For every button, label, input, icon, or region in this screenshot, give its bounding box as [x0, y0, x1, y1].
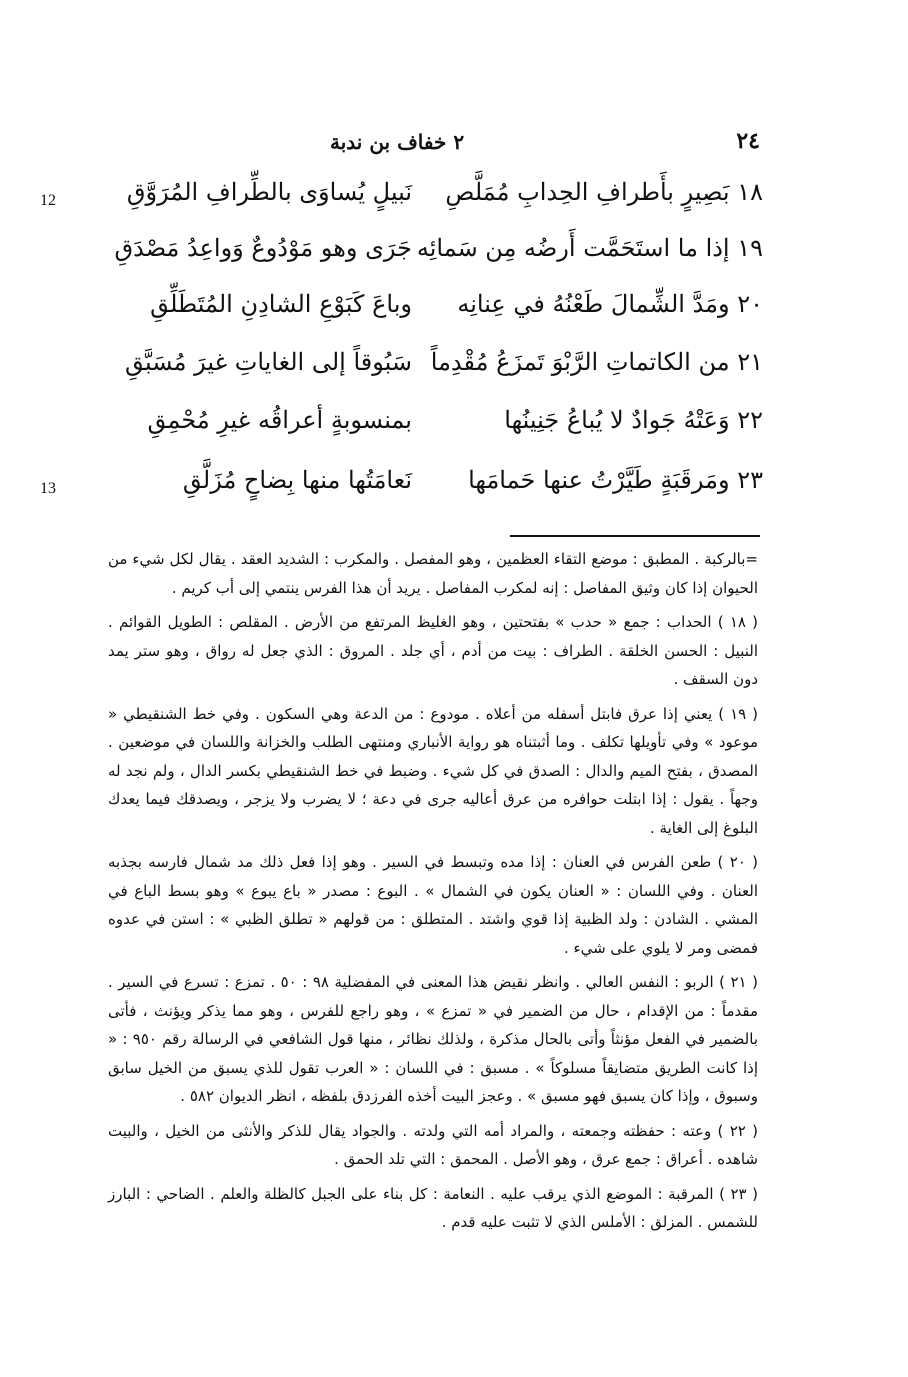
footnote-divider	[510, 535, 760, 537]
running-head: ٢ خفاف بن ندبة	[330, 130, 465, 154]
first-hemistich: ٢٠ ومَدَّ الشِّمالَ طَعْنُهُ في عِنانِه	[457, 290, 763, 318]
footnote: ( ٢٢ ) وعته : حفظته وجمعته ، والمراد أمه التي ولدته . والجواد يقال للذكر والأنثى من الخيل ، والبيت شاهده . أعراق : جمع عرق ، وهو الأصل . المحمق : التي تلد الحمق .	[108, 1121, 758, 1168]
first-hemistich: ١٨ بَصِيرٍ بأَطرافِ الحِدابِ مُمَلَّصِ	[445, 178, 763, 206]
verse-line	[0, 290, 908, 345]
footnote: ( ١٨ ) الحداب : جمع « حدب » بفتحتين ، وهو الغليظ المرتفع من الأرض . المقلص : الطويل القوائم . النبيل : الحسن الخلقة . الطراف : بيت من أدم ، أي جلد . المروق : الذي جعل له رواق ، وهو ستر يمد دون السقف .	[108, 613, 759, 688]
footnote: ( ١٩ ) يعني إذا عرق فابتل أسفله من أعلاه . مودوع : من الدعة وهي السكون . وفي خط الشنقيطي « موعود » وفي تأويلها تكلف . وما أثبتناه هو رواية الأنباري ومنتهى الطلب والخزانة واللسان في موضعين . المصدق ، بفتح الميم والدال : الصدق في كل شيء . وضبط في خط الشنقيطي بكسر الدال ، ولم نجد له وجهاً . يقول : إذا ابتلت حوافره من عرق أعاليه جرى في دعة ؛ لا يضرب ولا يزجر ، ويصدقك فيما يعدك البلوغ إلى الغاية .	[108, 704, 758, 837]
page-header	[330, 128, 760, 162]
second-hemistich: نَعامَتُها منها بِضاحٍ مُزَلَّقِ	[182, 466, 412, 494]
margin-number: 12	[40, 192, 56, 209]
verse-line	[0, 178, 908, 233]
second-hemistich: بمنسوبةٍ أعراقُه غيرِ مُحْمِقِ	[147, 406, 412, 434]
footnotes	[108, 545, 758, 1243]
margin-number: 13	[40, 480, 56, 497]
footnote: ( ٢١ ) الربو : النفس العالي . وانظر نقيض هذا المعنى في المفضلية ٩٨ : ٥٠ . تمزع : تسرع في السير . مقدماً : من الإقدام ، حال من الضمير في « تمزع » ، وهو راجع للفرس ، وهو مما يذكر ويؤنث ، فأتى بالضمير في الفعل مؤنثاً وأتى بالحال مذكرة ، ولذلك نظائر ، منها قول الشافعي في الرسالة رقم ٩٥٠ : « إذا كانت الطريق متضايقاً مسلوكاً » . مسبق : في اللسان : « العرب تقول للذي يسبق من الخيل سابق وسبوق ، وإذا كان يسبق فهو مسبق » . وعجز البيت أخذه الفرزدق بلفظه ، انظر الديوان ٥٨٢ .	[108, 973, 758, 1105]
footnote: ( ٢٣ ) المرقبة : الموضع الذي يرقب عليه . النعامة : كل بناء على الجبل كالظلة والعلم . الضاحي : البارز للشمس . المزلق : الأملس الذي لا تثبت عليه قدم .	[108, 1184, 758, 1231]
verse-line	[0, 234, 908, 289]
second-hemistich: نَبيلٍ يُساوَى بالطِّرافِ المُرَوَّقِ	[126, 178, 412, 206]
second-hemistich: سَبُوقاً إلى الغاياتِ غيرَ مُسَبَّقِ	[124, 348, 412, 376]
footnote: ( ٢٠ ) طعن الفرس في العنان : إذا مده وتبسط في السير . وهو إذا فعل ذلك مد شمال فارسه بجذبه العنان . وفي اللسان : « العنان يكون في الشمال » . البوع : مصدر « باع يبوع » وهو بسط الباع في المشي . الشادن : ولد الظبية إذا قوي واشتد . المتطلق : من قولهم « تطلق الظبي » : استن في عدوه فمضى ومر لا يلوي على شيء .	[108, 853, 759, 957]
verse-line	[0, 406, 908, 461]
second-hemistich: جَرَى وهو مَوْدُوعٌ وَواعِدُ مَصْدَقِ	[114, 234, 412, 262]
second-hemistich: وباعَ كَبَوْعِ الشادِنِ المُتَطَلِّقِ	[150, 290, 412, 318]
footnote: =بالركبة . المطبق : موضع التقاء العظمين ، وهو المفصل . والمكرب : الشديد العقد . يقال لكل شيء من الحيوان إذا كان وثيق المفاصل : إنه لمكرب المفاصل . يريد أن هذا الفرس ينتمي إلى أب كريم .	[108, 550, 758, 597]
first-hemistich: ٢٣ ومَرقَبَةٍ طَيَّرْتُ عنها حَمامَها	[468, 466, 763, 494]
page-number: ٢٤	[736, 128, 760, 154]
first-hemistich: ٢١ من الكاتماتِ الرَّبْوَ تَمزَعُ مُقْدِماً	[430, 348, 763, 376]
first-hemistich: ١٩ إذا ما استَحَمَّت أَرضُه مِن سَمائِه	[416, 234, 763, 262]
poem	[0, 178, 908, 508]
verse-line	[0, 466, 908, 521]
first-hemistich: ٢٢ وَعَتْهُ جَوادٌ لا يُباعُ جَنِينُها	[504, 406, 763, 434]
verse-line	[0, 348, 908, 403]
